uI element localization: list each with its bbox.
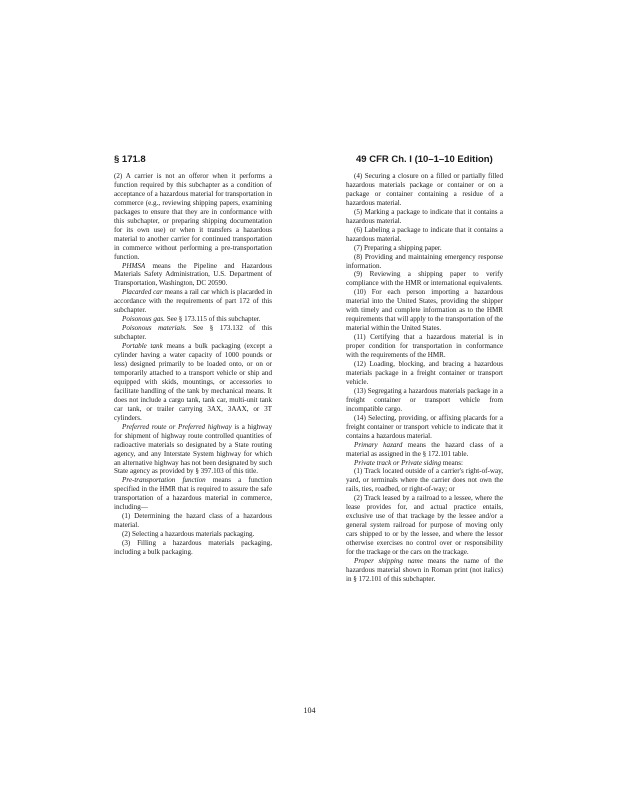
definition-paragraph <box>346 459 503 468</box>
defined-term: PHMSA <box>122 261 146 270</box>
definition-paragraph <box>114 315 272 324</box>
paragraph-text: (5) Marking a package to indicate that it contains a hazardous material. <box>346 207 503 225</box>
text-paragraph <box>346 288 503 333</box>
paragraph-text: (12) Loading, blocking, and bracing a hazardous materials package in a freight container or transport vehicle. <box>346 360 503 386</box>
text-paragraph <box>346 253 503 271</box>
cfr-citation: 49 CFR Ch. I (10–1–10 Edition) <box>356 154 493 165</box>
paragraph-text: means the hazard class of a material as assigned in the § 172.101 table. <box>346 440 503 458</box>
paragraph-text: means a bulk packaging (except a cylinder having a water capacity of 1000 pounds or less) designed primarily to be loaded onto, or on or temporarily attached to a transport vehicle or ship and equipped with skids, mountings, or accessories to facilitate handling of the tank by mechanical means. It does not include a cargo tank, tank car, multi-unit tank car tank, or trailer carrying 3AX, 3AAX, or 3T cylinders. <box>114 342 273 422</box>
paragraph-text: (1) Track located outside of a carrier's right-of-way, yard, or terminals where the carrier does not own the rails, ties, roadbed, or right-of-way; or <box>346 467 503 494</box>
defined-term: Poisonous materials. <box>122 324 187 333</box>
text-paragraph <box>114 172 272 262</box>
text-paragraph <box>114 530 272 539</box>
definition-paragraph <box>114 476 272 512</box>
paragraph-text: means the Pipeline and Hazardous Materials Safety Administration, U.S. Department of Transportation, Washington, DC 20590. <box>114 261 272 288</box>
paragraph-text: (2) A carrier is not an offeror when it performs a function required by this subchapter as a condition of acceptance of a hazardous material for transportation in commerce (e.g., reviewing shipping papers, examining packages to ensure that they are in conformance with this subchapter, or preparing shipping documentation for its own use) or when it transfers a hazardous material to another carrier for continued transportation in commerce without performing a pre-transportation function. <box>114 172 272 261</box>
text-paragraph <box>114 539 272 557</box>
paragraph-text: (3) Filling a hazardous materials packaging, including a bulk packaging. <box>114 539 272 557</box>
paragraph-text: See § 173.115 of this subchapter. <box>164 315 261 324</box>
paragraph-text: (8) Providing and maintaining emergency response information. <box>346 252 503 270</box>
defined-term: Proper shipping name <box>354 556 423 565</box>
paragraph-text: (13) Segregating a hazardous materials package in a freight container or transport vehicle from incompatible cargo. <box>346 386 503 413</box>
text-paragraph <box>346 333 503 360</box>
paragraph-text: (1) Determining the hazard class of a hazardous material. <box>114 512 272 530</box>
paragraph-text: means: <box>441 458 463 467</box>
defined-term: Poisonous gas. <box>122 315 165 324</box>
text-paragraph <box>346 414 503 441</box>
defined-term: Placarded car <box>122 288 163 297</box>
definition-paragraph <box>346 441 503 459</box>
page-number: 104 <box>303 706 316 715</box>
paragraph-text: is a highway for shipment of highway route controlled quantities of radioactive materials so designated by a State routing agency, and any Interstate System highway for which an alternative highway has not been designated by such State agency as provided by § 397.103 of this title. <box>114 422 272 476</box>
defined-term: Portable tank <box>122 342 163 351</box>
definition-paragraph <box>346 557 503 584</box>
defined-term: Private track or Private siding <box>354 458 442 467</box>
defined-term: Preferred route or Preferred highway <box>122 422 232 431</box>
paragraph-text: (2) Selecting a hazardous materials packaging. <box>122 530 255 539</box>
defined-term: Pre-transportation function <box>122 476 206 485</box>
paragraph-text: (14) Selecting, providing, or affixing placards for a freight container or transport vehicle to indicate that it contains a hazardous material. <box>346 413 503 440</box>
defined-term: Primary hazard <box>354 440 403 449</box>
paragraph-text: (10) For each person importing a hazardous material into the United States, providing the shipper with timely and complete information as to the HMR requirements that will apply to the transportation of the material within the United States. <box>346 288 503 333</box>
text-paragraph <box>346 172 503 208</box>
paragraph-text: means a function specified in the HMR that is required to assure the safe transportation of a hazardous material in commerce, including— <box>114 476 273 512</box>
definition-paragraph <box>114 342 272 423</box>
text-paragraph <box>346 208 503 226</box>
paragraph-text: means a rail car which is placarded in accordance with the requirements of part 172 of this subchapter. <box>114 288 272 315</box>
paragraph-text: (7) Preparing a shipping paper. <box>354 243 442 252</box>
text-paragraph <box>114 512 272 530</box>
paragraph-text: (6) Labeling a package to indicate that it contains a hazardous material. <box>346 225 503 243</box>
definition-paragraph <box>114 262 272 289</box>
paragraph-text: See § 173.132 of this subchapter. <box>114 324 272 342</box>
paragraph-text: (9) Reviewing a shipping paper to verify compliance with the HMR or international equivalents. <box>346 270 503 288</box>
definition-paragraph <box>114 423 272 477</box>
text-paragraph <box>346 244 503 253</box>
text-paragraph <box>346 467 503 494</box>
text-paragraph <box>346 360 503 387</box>
paragraph-text: (11) Certifying that a hazardous material is in proper condition for transportation in conformance with the requirements of the HMR. <box>346 333 503 360</box>
right-column <box>346 172 503 584</box>
text-paragraph <box>346 270 503 288</box>
definition-paragraph <box>114 324 272 342</box>
paragraph-text: (4) Securing a closure on a filled or partially filled hazardous materials package or container or on a package or container containing a residue of a hazardous material. <box>346 172 503 207</box>
definition-paragraph <box>114 288 272 315</box>
left-column <box>114 172 272 557</box>
section-number: § 171.8 <box>114 154 146 165</box>
text-paragraph <box>346 494 503 557</box>
text-paragraph <box>346 226 503 244</box>
paragraph-text: (2) Track leased by a railroad to a lessee, where the lease provides for, and actual practice entails, exclusive use of that trackage by the lessee and/or a general system railroad for purpose of moving only cars shipped to or by the lessee, and where the lessor otherwise exercises no control over or responsibility for the trackage or the cars on the trackage. <box>346 494 503 557</box>
paragraph-text: means the name of the hazardous material shown in Roman print (not italics) in § 172.101 of this subchapter. <box>346 556 504 583</box>
text-paragraph <box>346 387 503 414</box>
